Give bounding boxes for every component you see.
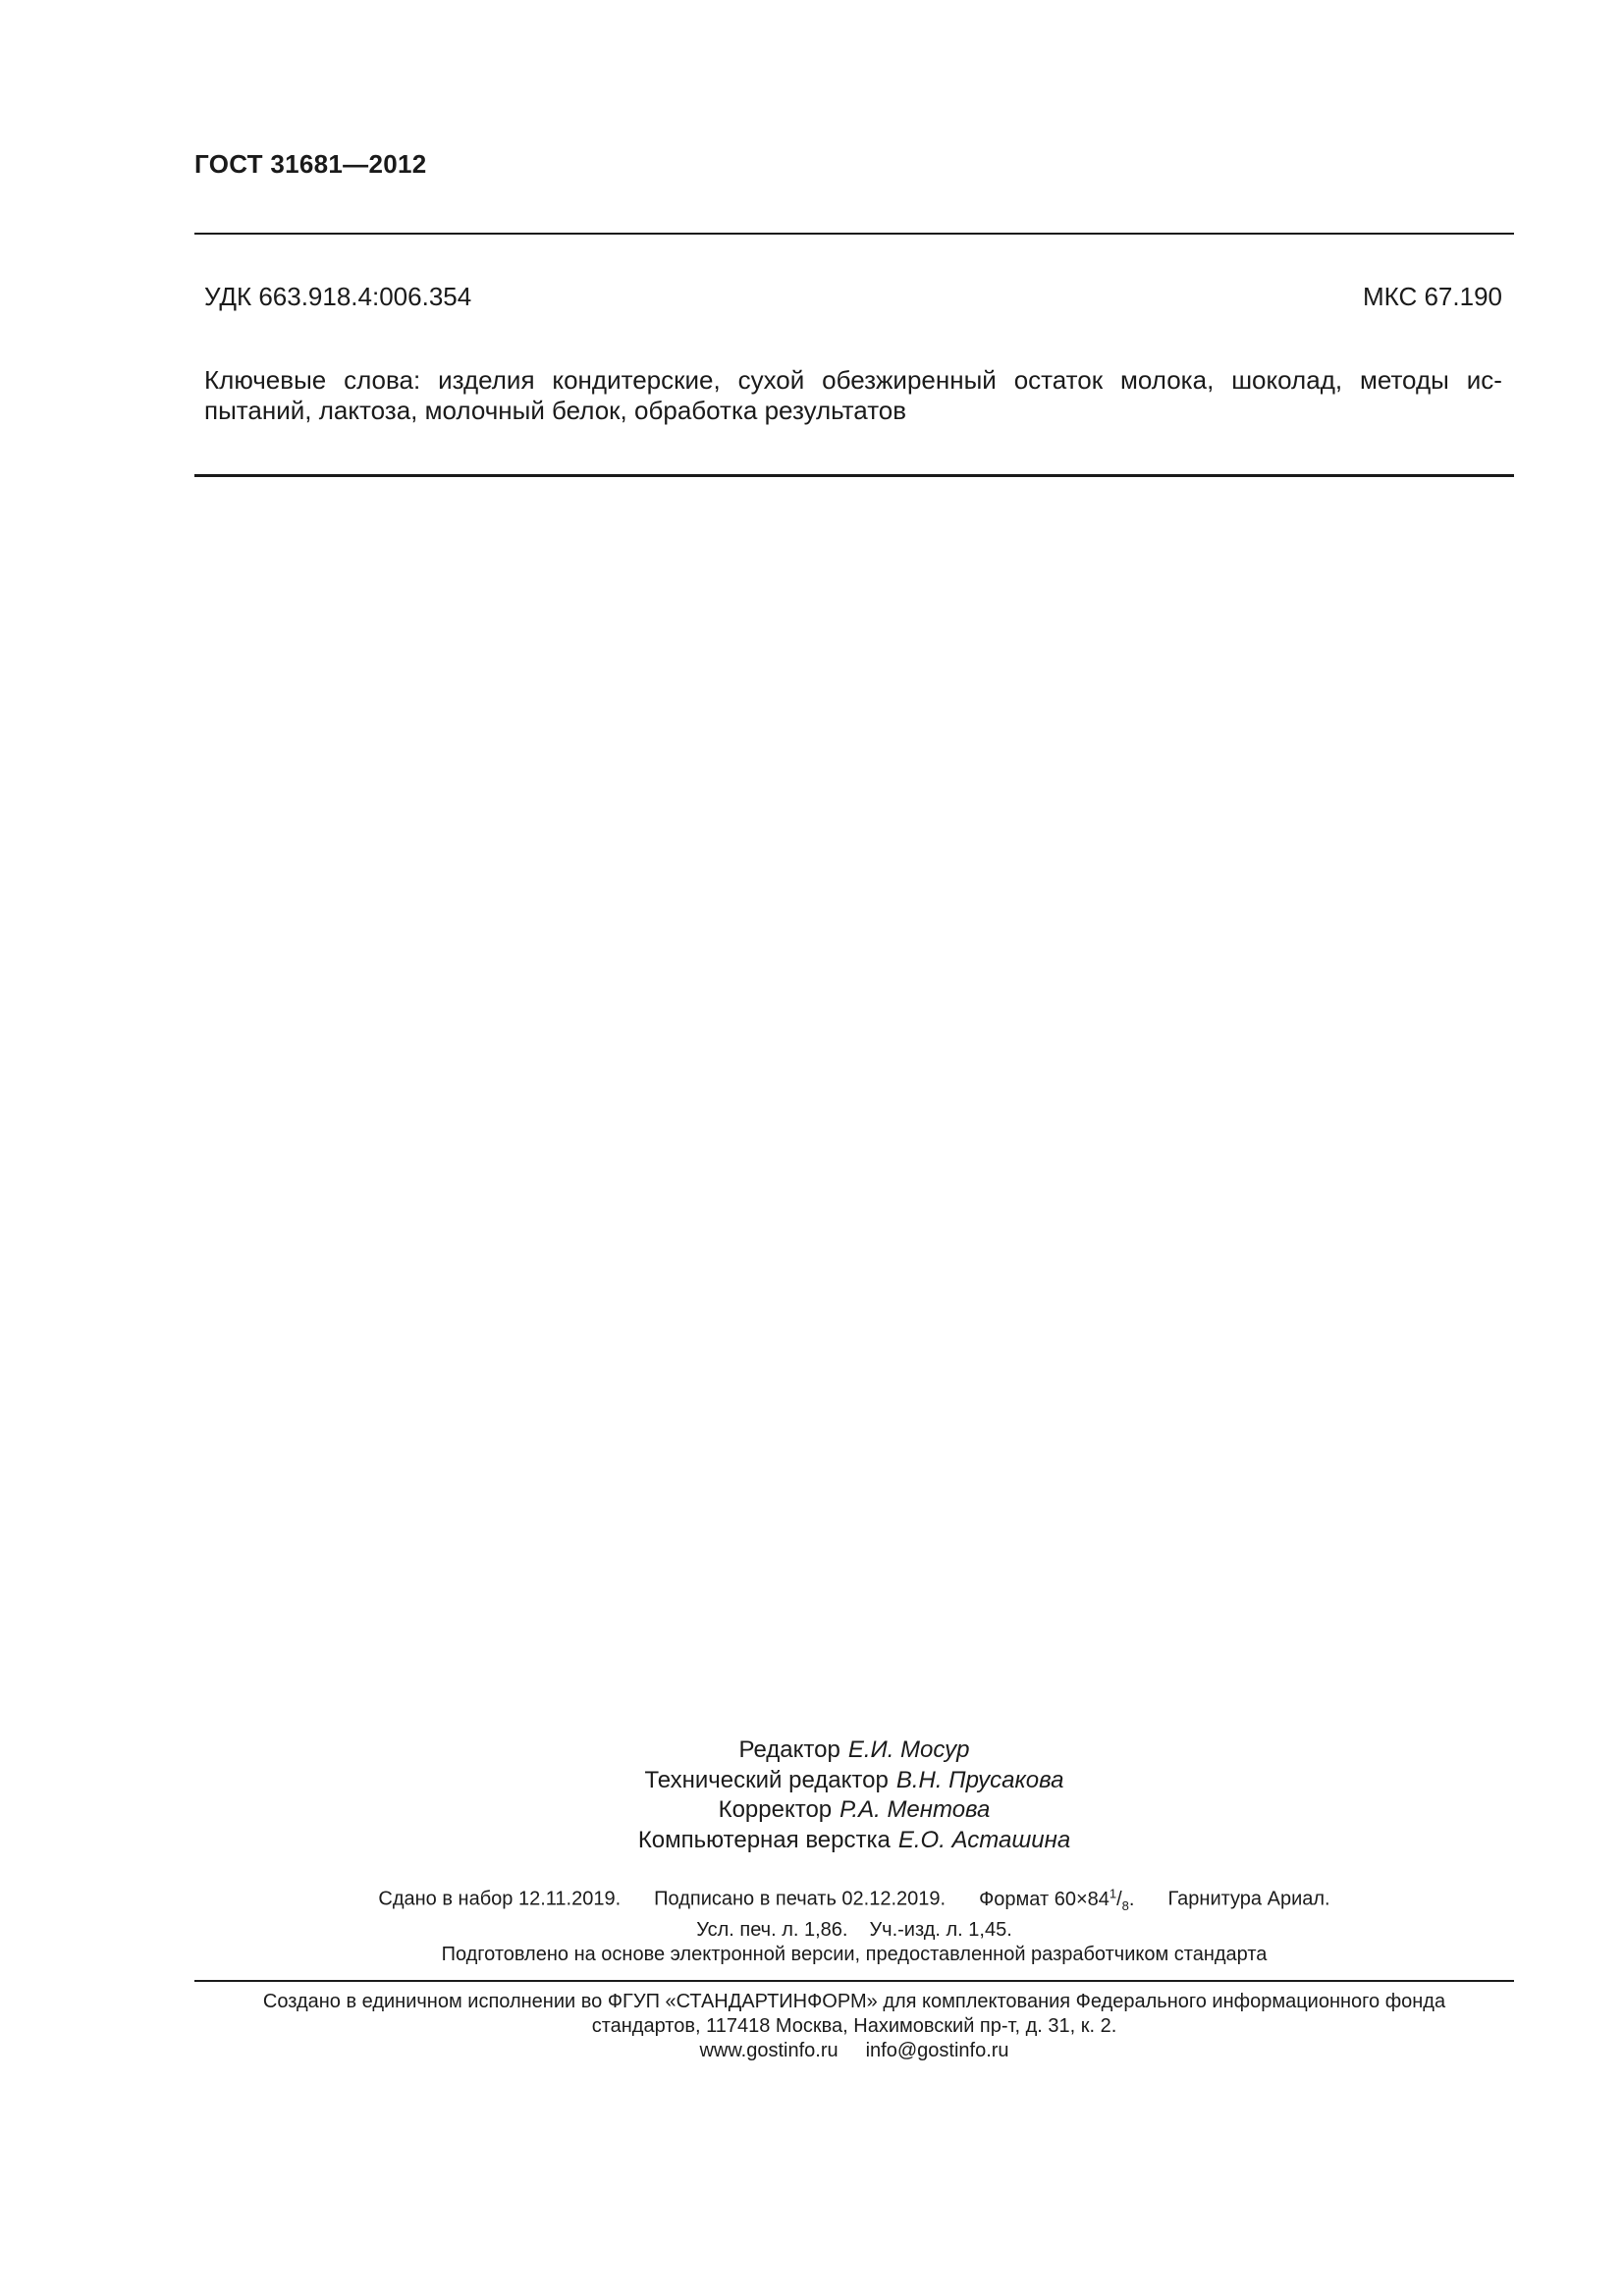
- credit-name: Е.О. Асташина: [897, 1826, 1071, 1853]
- imprint-format: Формат $60\times 84^1/_8$.: [979, 1886, 1135, 1913]
- imprint-typeface: Гарнитура Ариал.: [1167, 1888, 1330, 1910]
- footer-divider: [194, 1980, 1514, 1982]
- imprint-block: [196, 1881, 1512, 1967]
- keyword-word: сухой: [737, 365, 805, 395]
- website-link[interactable]: www.gostinfo.ru: [699, 2040, 839, 2061]
- email-link[interactable]: info@gostinfo.ru: [865, 2040, 1009, 2061]
- credit-role: Редактор: [738, 1736, 840, 1763]
- keyword-word: ис-: [1466, 365, 1502, 395]
- mks-code: МКС 67.190: [1362, 282, 1502, 311]
- keyword-word: обезжиренный: [822, 365, 997, 395]
- footer-line-1: Создано в единичном исполнении во ФГУП «СТАНДАРТИНФОРМ» для комплектования Федерального информационного фонда: [262, 1991, 1446, 2012]
- keyword-word: остаток: [1013, 365, 1104, 395]
- footer-line-2: стандартов, 117418 Москва, Нахимовский пр-т, д. 31, к. 2.: [591, 2015, 1117, 2037]
- imprint-signed: Подписано в печать 02.12.2019.: [654, 1888, 947, 1910]
- imprint-print-sheets: Усл. печ. л. 1,86.: [696, 1918, 848, 1941]
- credit-line-tech-editor: [461, 1766, 1247, 1796]
- imprint-line-2: [196, 1918, 1512, 1943]
- imprint-submitted: Сдано в набор 12.11.2019.: [378, 1888, 622, 1910]
- credit-role: Компьютерная верстка: [637, 1826, 891, 1853]
- footer-contacts: [194, 2039, 1514, 2063]
- keywords-line-2: пытаний, лактоза, молочный белок, обработка результатов: [204, 396, 907, 425]
- top-divider: [194, 233, 1514, 235]
- credit-line-proofreader: [461, 1795, 1247, 1826]
- imprint-prepared: Подготовлено на основе электронной версии, предоставленной разработчиком стандарта: [441, 1943, 1268, 1965]
- imprint-pub-sheets: Уч.-изд. л. 1,45.: [869, 1918, 1012, 1941]
- credit-name: Р.А. Ментова: [839, 1796, 991, 1823]
- imprint-line-1: [196, 1881, 1512, 1918]
- keyword-word: слова:: [344, 365, 421, 395]
- publisher-footer: [194, 1990, 1514, 2063]
- keyword-word: методы: [1359, 365, 1449, 395]
- keyword-word: Ключевые: [204, 365, 327, 395]
- credit-name: Е.И. Мосур: [847, 1736, 970, 1763]
- keyword-word: изделия: [438, 365, 535, 395]
- credit-role: Корректор: [718, 1796, 833, 1823]
- udk-code: УДК 663.918.4:006.354: [204, 282, 472, 311]
- credits-block: [461, 1735, 1247, 1855]
- keyword-word: кондитерские,: [552, 365, 721, 395]
- keyword-word: молока,: [1119, 365, 1215, 395]
- keywords-paragraph: [204, 365, 1502, 426]
- keyword-word: шоколад,: [1231, 365, 1343, 395]
- document-header: ГОСТ 31681—2012: [194, 149, 427, 179]
- credit-line-layout: [461, 1826, 1247, 1856]
- keywords-divider: [194, 474, 1514, 477]
- keywords-line-1: [204, 365, 1502, 396]
- credit-role: Технический редактор: [644, 1766, 889, 1793]
- credit-line-editor: [461, 1735, 1247, 1766]
- credit-name: В.Н. Прусакова: [895, 1766, 1064, 1793]
